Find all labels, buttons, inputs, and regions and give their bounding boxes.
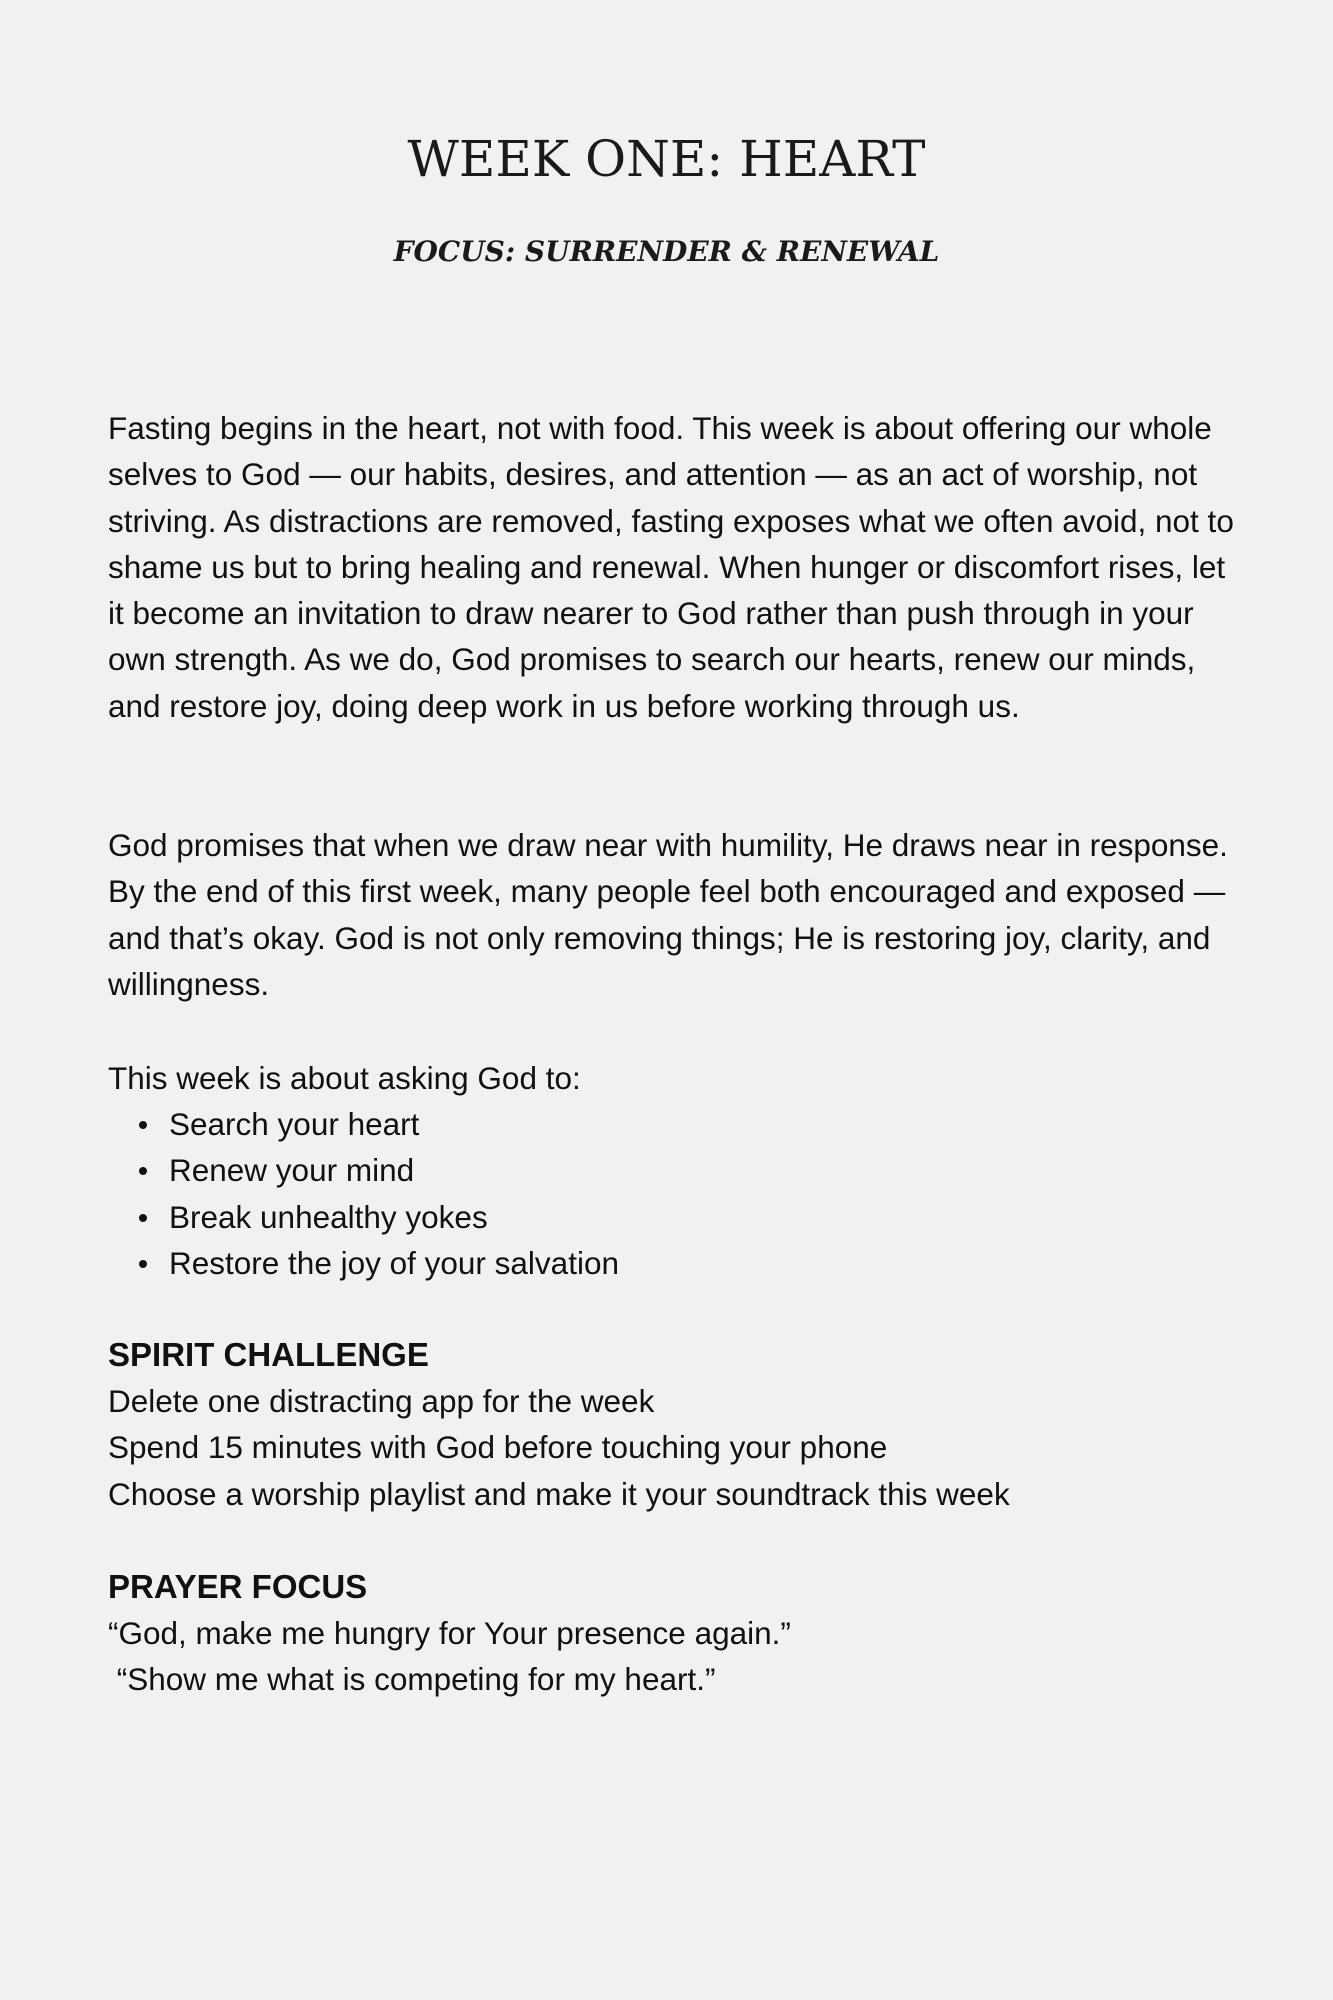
list-item-text: Break unhealthy yokes bbox=[169, 1198, 488, 1235]
bullet-icon bbox=[139, 1167, 147, 1175]
bullet-icon bbox=[139, 1214, 147, 1222]
ask-list bbox=[108, 1101, 1208, 1286]
page-subtitle: FOCUS: SURRENDER & RENEWAL bbox=[393, 235, 940, 268]
page-title: WEEK ONE: HEART bbox=[407, 130, 926, 188]
list-item bbox=[108, 1240, 1208, 1286]
challenge-item: Delete one distracting app for the week bbox=[108, 1383, 655, 1419]
prayer-item: “Show me what is competing for my heart.” bbox=[108, 1661, 716, 1698]
list-item bbox=[108, 1147, 1208, 1193]
challenge-item: Spend 15 minutes with God before touching your phone bbox=[108, 1429, 888, 1466]
body-paragraph: God promises that when we draw near with humility, He draws near in response. By the end of this first week, many people feel both encouraged and exposed — and that’s okay. God is not only removing things; He is restoring joy, clarity, and willingness. bbox=[108, 827, 1228, 1002]
list-item-text: Renew your mind bbox=[169, 1152, 415, 1189]
challenge-item: Choose a worship playlist and make it your soundtrack this week bbox=[108, 1475, 1010, 1512]
spirit-challenge-list bbox=[108, 1378, 1258, 1517]
prayer-focus-list bbox=[108, 1610, 1258, 1703]
prayer-focus-heading: PRAYER FOCUS bbox=[108, 1568, 368, 1605]
list-item bbox=[108, 1101, 1208, 1147]
ask-intro: This week is about asking God to: bbox=[108, 1060, 581, 1096]
spirit-challenge-heading: SPIRIT CHALLENGE bbox=[108, 1336, 429, 1373]
list-item-text: Search your heart bbox=[169, 1106, 420, 1142]
bullet-icon bbox=[139, 1121, 147, 1129]
bullet-icon bbox=[139, 1260, 147, 1268]
list-item-text: Restore the joy of your salvation bbox=[169, 1244, 619, 1281]
body-paragraph: Fasting begins in the heart, not with food. This week is about offering our whole selves to God — our habits, desires, and attention — as an act of worship, not striving. As distractions are removed, fasting exposes what we often avoid, not to shame us but to bring healing and renewal. When hunger or discomfort rises, let it become an invitation to draw nearer to God rather than push through in your own strength. As we do, God promises to search our hearts, renew our minds, and restore joy, doing deep work in us before working through us. bbox=[108, 410, 1234, 724]
list-item bbox=[108, 1194, 1208, 1240]
prayer-item: “God, make me hungry for Your presence again.” bbox=[108, 1615, 791, 1651]
